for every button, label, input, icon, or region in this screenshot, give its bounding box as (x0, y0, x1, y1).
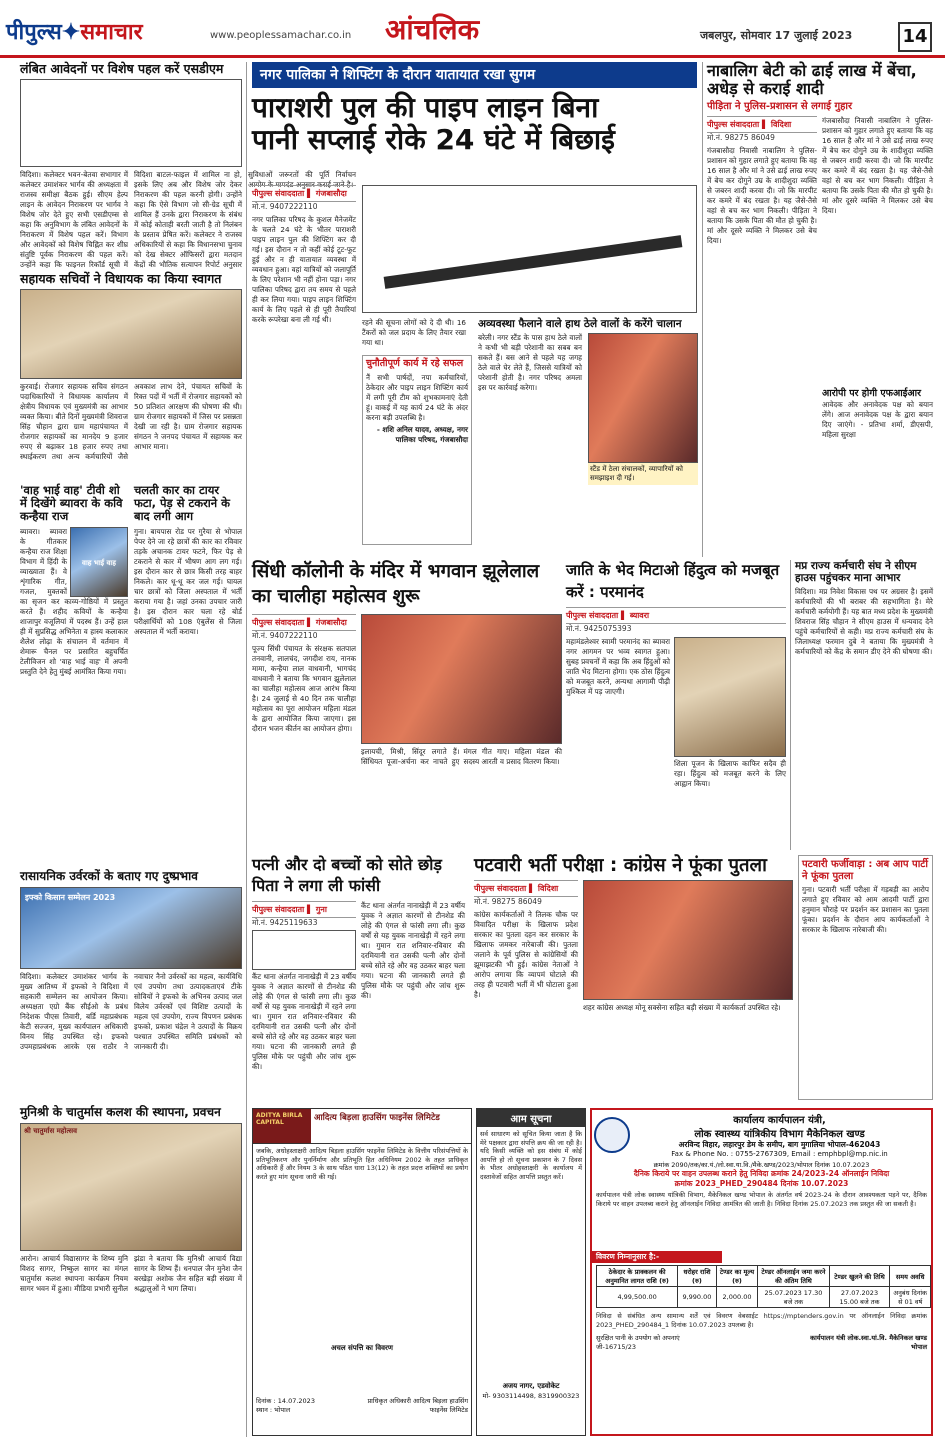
story-fertilizer (20, 870, 242, 1098)
story-mobile: मो.नं. 9425119633 (252, 917, 318, 927)
story-headline: सहायक सचिवों ने विधायक का किया स्वागत (20, 271, 222, 286)
story-byline: पीपुल्स संवाददाता ▌ विदिशा (474, 880, 578, 897)
story-body: कांग्रेस कार्यकर्ताओं ने तिलक चौक पर विवादित परीक्षा के खिलाफ प्रदेश सरकार का पुतला दहन कर सरकार के खिलाफ जमकर नारेबाजी की। पुतला जलाने के पूर्व पुलिस से कांग्रेसियों की झूमाझटकी भी हुई। कांग्रेस नेताओं ने आरोप लगाया कि व्यापमं घोटाले की तरह ही पटवारी भर्ती में भी घोटाला हुआ है। (474, 910, 578, 1000)
pipeline-photo (362, 185, 697, 313)
story-body: गंजबासौदा निवासी नाबालिग ने पुलिस-प्रशासन को गुहार लगाते हुए बताया कि वह 16 साल है और मां ने उसे ढाई लाख रुपए में बेच कर दोगुने उम्र के शादीशुदा व्यक्ति से जबरन शादी करवा दी। जो कि मारपीट कर कमरे में बंद रखता है। यह जैसे-तैसे वहां से बच कर भाग निकली। पीड़िता ने बताया कि उसके पिता की मौत हो चुकी है। मां और दूसरे व्यक्ति ने मिलकर उसे बेच दिया। (707, 146, 817, 246)
masthead (0, 0, 945, 58)
public-notice (476, 1108, 586, 1436)
notice-place: स्थान : भोपाल (256, 1406, 291, 1414)
religious-event-photo: श्री चातुर्मास महोत्सव (20, 1123, 242, 1251)
story-headline: पटवारी फर्जीवाड़ा : अब आप पार्टी ने फूंका पुतला (802, 859, 928, 882)
tender-column-header: टेण्डर खुलने की तिथि (829, 1266, 890, 1287)
tender-title: दैनिक किराये पर वाहन उपलब्ध कराने हेतु निविदा क्रमांक 24/2023-24 ऑनलाईन निविदा (633, 1169, 890, 1178)
story-byline: पीपुल्स संवाददाता ▌ गंजबासौदा (252, 614, 356, 631)
government-emblem (594, 1117, 630, 1153)
story-headline: पटवारी भर्ती परीक्षा : कांग्रेस ने फूंका पुतला (474, 855, 767, 876)
tender-table (596, 1265, 931, 1308)
story-headline: पत्नी और दो बच्चों को सोते छोड़ पिता ने लगा ली फांसी (252, 855, 442, 895)
story-aap-protest (798, 855, 933, 1100)
tender-cell: 9,990.00 (678, 1287, 716, 1308)
lead-byline: पीपुल्स संवाददाता ▌ गंजबासौदा (252, 185, 356, 202)
story-headline: रासायनिक उर्वरकों के बताए गए दुष्प्रभाव (20, 869, 198, 883)
saint-photo (674, 637, 786, 757)
story-body: आरोन। आचार्य विद्यासागर के शिष्य मुनि विशद सागर, निष्कुल सागर का मंगल चातुर्मास कलश स्थापना कार्यक्रम नियम सागर भवन में हुआ। मीडिया प्रभारी सुनील झंडा ने बताया कि मुनिश्री आचार्य विद्या सागर के शिष्य हैं। धनपाल जैन मुनेश जैन बरखेड़ा अशोक जैन सहित बड़ी संख्या में श्रद्धालुओं ने भाग लिया। (20, 1253, 242, 1293)
tender-column-header: ठेकेदार के प्राक्कलन की अनुमानित लागत राशि (रु) (597, 1266, 678, 1287)
advocate-phone: मो- 9303114498, 8319900323 (482, 1392, 580, 1400)
story-body-continued: कैंट थाना अंतर्गत नानाखेड़ी में 23 वर्षीय युवक ने अज्ञात कारणों से टीनशेड की लोहे की एंगल से फांसी लगा ली। कुछ वर्षों से यह युवक नानाखेड़ी में रहने लगा था। गुमान रात शनिवार-रविवार की दरमियानी रात उसकी पत्नी और दोनों बच्चे सोते रहे और वह उठकर बाहर चला गया। घटना की जानकारी लगते ही पुलिस मौके पर पहुंची और जांच शुरू की। (361, 900, 465, 1000)
advocate-name: अजय नागर, एडवोकेट (502, 1382, 560, 1390)
festival-photo (361, 614, 562, 744)
story-body: कैंट थाना अंतर्गत नानाखेड़ी में 23 वर्षीय युवक ने अज्ञात कारणों से टीनशेड की लोहे की एंगल से फांसी लगा ली। कुछ वर्षों से यह युवक नानाखेड़ी में रहने लगा था। गुमान रात शनिवार-रविवार की दरमियानी रात उसकी पत्नी और दोनों बच्चे सोते रहे और वह उठकर बाहर चला गया। घटना की जानकारी लगते ही पुलिस मौके पर पहुंची और जांच शुरू की। (252, 971, 356, 1071)
lead-headline: पाराशरी पुल की पाइप लाइन बिना पानी सप्लाई रोके 24 घंटे में बिछाई (252, 91, 615, 157)
story-poet (20, 484, 128, 864)
property-heading: अचल संपत्ति का विवरण (331, 1344, 393, 1352)
tender-cell: 2,000.00 (716, 1287, 758, 1308)
tender-table-row (597, 1287, 931, 1308)
story-headline: चलती कार का टायर फटा, पेड़ से टकराने के बाद लगी आग (134, 483, 231, 524)
lead-sidebar (362, 355, 472, 545)
tender-address: अरविन्द विहार, लहारपुर डेम के समीप, बाग मुगालिया भोपाल-462043 (678, 1140, 881, 1149)
tender-table-heading: विवरण निम्नानुसार है:- (592, 1251, 722, 1263)
story-body: विदिशा। मप्र निवेश विकास पथ पर अग्रसर है। इसमें कर्मचारियों की भी बराबर की सहभागिता है। मेरे कर्मचारी कर्मयोगी हैं। यह बात मध्य प्रदेश के मुख्यमंत्री शिवराज सिंह चौहान ने सीएम हाउस में धन्यवाद देने पहुंचे कर्मचारियों से कही। मप्र राज्य कर्मचारी संघ के जिलाध्यक्ष फरमान दुबे ने बताया कि मुख्यमंत्री ने कर्मचारियों को केंद्र के समान डीए देने की घोषणा की। (795, 587, 933, 657)
tender-cell: अनुबंध दिनांक से 01 वर्ष (890, 1287, 931, 1308)
column-divider (702, 62, 703, 557)
story-body: कुरवाई। रोजगार सहायक सचिव संगठन पदाधिकारियों ने विधायक कार्यालय में क्षेत्रीय विधायक एवं मुख्यमंत्री का आभार व्यक्त किया। बीते दिनों मुख्यमंत्री शिवराज सिंह चौहान द्वारा ग्राम महापंचायत में रोजगार सहायकों का मानदेय 9 हजार रुपए से बढ़ाकर 18 हजार रुपए तथा स्थाईकरण तथा अन्य कर्मचारियों जैसे अवकाश लाभ देने, पंचायत सचिवों के रिक्त पदों में भर्ती में रोजगार सहायकों को 50 प्रतिशत आरक्षण की घोषणा की थी। ग्राम रोजगार सहायकों में जिस पर प्रसन्नता देखी जा रही है। ग्राम रोजगार सहायक संगठन ने जनपद पंचायत में सहायक कर आभार माना। (20, 382, 242, 462)
story-body: पूज्य सिंधी पंचायत के संरक्षक सतपाल तनवानी, लालचंद, जगदीश राय, नानक मामा, कन्हैया लाल वाधवानी, भागचंद वाधवानी ने बताया कि भगवान झूलेलाल का चालीहा महोत्सव आज आरंभ किया है। 24 जुलाई से 40 दिन तक चालीहा महोत्सव का पूरा आयोजन महिला मंडल के द्वारा आयोजित किया जाएगा। इस दौरान भजन कीर्तन का आयोजन होगा। (252, 643, 356, 733)
conference-photo: इफ्को किसान सम्मेलन 2023 (20, 887, 242, 969)
story-headline: अव्यवस्था फैलाने वाले हाथ ठेले वालों के करेंगे चालान (478, 318, 682, 330)
tender-cell: 4,99,500.00 (597, 1287, 678, 1308)
poet-show-photo: वाह भाई वाह (70, 527, 128, 597)
victim-photo (252, 930, 356, 970)
photo-caption: इलायची, मिश्री, सिंदूर लगाते हैं। सिंधियत पूजा-अर्चना कर नाचते हुए मंगल गीत गाए। महिला मंडल की सदस्य आरती व प्रसाद वितरण किया। (361, 746, 562, 766)
tender-column-header: समय अवधि (890, 1266, 931, 1287)
story-minor-sold (707, 62, 933, 552)
tender-cell: 27.07.2023 15.00 बजे तक (829, 1287, 890, 1308)
story-body: गुना। पटवारी भर्ती परीक्षा में गड़बड़ी का आरोप लगाते हुए रविवार को आम आदमी पार्टी द्वारा हनुमान चौराहे पर प्रदर्शन कर प्रशासन का पुतला फूंका। प्रदर्शन के दौरान आप कार्यकर्ताओं ने सरकार के खिलाफ नारेबाजी की। (802, 885, 929, 934)
story-headline: जाति के भेद मिटाओ हिंदुत्व को मजबूत करें : परमानंद (566, 561, 780, 601)
tender-department: लोक स्वास्थ्य यांत्रिकीय विभाग मैकेनिकल खण्ड (694, 1129, 865, 1140)
story-headline: मुनिश्री के चातुर्मास कलश की स्थापना, प्रवचन (20, 1105, 221, 1119)
photo-caption: शिला पूजन के खिलाफ काफिर सदैव ही रहा। हिंदुत्व को मजबूत करने के लिए आह्वान किया। (674, 758, 786, 788)
story-body: नगर पालिका परिषद के कुशल मैनेजमेंट के चलते 24 घंटे के भीतर पाराशरी पाइप लाइन पुल की शिफ्टिंग कर दी गई। इस दौरान न तो कहीं कोई टूट-फूट हुई और न ही यातायात व्यवस्था में व्यवधान हुआ। वहां यात्रियों को जलापूर्ति के लिए परेशान भी नहीं होना पड़ा। नगर पालिका परिषद द्वारा तय समय से पहले ही कर लिया गया। पाइप लाइन शिफ्टिंग कार्य के लिए पहले से ही पूरी तैयारियां करके रूपरेखा बना ली गई थी। (252, 215, 356, 324)
story-car-fire (134, 484, 242, 864)
photo-caption: शहर कांग्रेस अध्यक्ष मोनू सक्सेना सहित बड़ी संख्या में कार्यकर्ता उपस्थित रहे। (583, 1003, 781, 1013)
tender-contact: Fax & Phone No. : 0755-2767309, Email : emphbpl@mp.nic.in (671, 1150, 888, 1158)
notice-body: जबकि, अधोहस्ताक्षरी आदित्य बिड़ला हाउसिंग फाइनेंस लिमिटेड के वित्तीय परिसंपत्तियों के प्रतिभूतिकरण और पुनर्निर्माण और प्रतिभूति हित अधिनियम 2002 के तहत प्राधिकृत अधिकारी हैं और नियम 3 के साथ पठित धारा 13(12) के तहत प्रदत्त शक्तियों का प्रयोग करते हुए मांग सूचना जारी की गई। (256, 1147, 468, 1181)
public-notice-title: आम सूचना (477, 1109, 585, 1127)
newspaper-logo: पीपुल्स✦समाचार (6, 19, 143, 45)
story-headline: नाबालिग बेटी को ढाई लाख में बेंचा, अधेड़ से कराई शादी (707, 61, 917, 99)
page-number: 14 (898, 22, 932, 52)
notice-signer: प्राधिकृत अधिकारी आदित्य बिड़ला हाउसिंग फाइनेंस लिमिटेड (367, 1397, 468, 1414)
story-byline: पीपुल्स संवाददाता ▌ विदिशा (707, 116, 817, 133)
lead-kicker: नगर पालिका ने शिफ्टिंग के दौरान यातायात रखा सुगम (252, 62, 697, 88)
tender-column-header: धरोहर राशि (रु) (678, 1266, 716, 1287)
tender-code: जी-16715/23 (596, 1343, 636, 1351)
story-suicide (252, 855, 467, 1100)
notice-date: दिनांक : 14.07.2023 (256, 1397, 315, 1405)
story-body: गुना। बायपास रोड पर गुरैया से भोपाल पेपर देने जा रहे छात्रों की कार का रविवार तड़के अचानक टायर फटने, फिर पेड़ से टकराने से कार में भीषण आग लग गई। इस दौरान कार से छात्र किसी तरह बाहर निकले। कार धू-धू कर जल गई। घायल चार छात्रों को जिला अस्पताल में भर्ती कराया गया है। जहां उनका उपचार जारी है। इस दौरान कार चला रहे बोर्ड परीक्षार्थियों को 108 एंबुलेंस से जिला अस्पताल में भर्ती कराया। (134, 526, 242, 636)
story-chaturmas (20, 1106, 242, 1436)
aditya-birla-logo: ADITYA BIRLA CAPITAL (253, 1109, 311, 1143)
story-body-continued: गंजबासौदा निवासी नाबालिग ने पुलिस-प्रशासन को गुहार लगाते हुए बताया कि वह 16 साल है और मां ने उसे ढाई लाख रुपए में बेच कर दोगुने उम्र के शादीशुदा व्यक्ति से जबरन शादी करवा दी। जो कि मारपीट कर कमरे में बंद रखता है। यह जैसे-तैसे वहां से बच कर भाग निकली। पीड़िता ने बताया कि उसके पिता की मौत हो चुकी है। मां और दूसरे व्यक्ति ने मिलकर उसे बेच दिया। (822, 116, 933, 216)
company-name: आदित्य बिड़ला हाउसिंग फाइनेंस लिमिटेड (314, 1113, 440, 1123)
photo-caption: स्टैंड में ठेला संचालकों, व्यापारियों को समझाइश दी गई। (588, 463, 698, 485)
story-parmanand (566, 560, 786, 848)
tender-column-header: टेण्डर ऑनलाईन जमा करने की अंतिम तिथि (758, 1266, 829, 1287)
tender-column-header: टेण्डर का मूल्य (रु) (716, 1266, 758, 1287)
story-mobile: मो.नं. 9425075393 (566, 623, 632, 633)
story-headline: मप्र राज्य कर्मचारी संघ ने सीएम हाउस पहुंचकर माना आभार (795, 560, 917, 585)
story-patwari (474, 855, 794, 1100)
tender-signer: कार्यपालन यंत्री लोक.स्वा.यां.वि. मैकेनिकल खण्ड भोपाल (810, 1334, 927, 1351)
story-body: विदिशा। कलेक्टर भवन-बेतवा सभागार में कलेक्टर उमाशंकर भार्गव की अध्यक्षता में राजस्व समीक्षा बैठक हुई। सीएम हेल्प लाइन के आवेदन निराकरण पर भार्गव ने विशेष जोर देते हुए सभी एसडीएम्स से कहा कि अनुविभाग के लंबित आवेदनों के निराकरण में विशेष पहल करें। विभाग और आवेदकों को विशेष चिह्नित कर शीघ्र संतुष्टि पूर्वक निराकरण की पहल करें। उन्होंने कहा कि फाइनल रिकॉर्ड सूची में विदिशा बाटल-फाइल में शामिल ना हो, इसके लिए अब और विशेष जोर देकर निराकरण की पहल करनी होगी। उन्होंने कहा कि ऐसे विभाग जो सी-ग्रेड सूची में शामिल हैं उनके द्वारा निराकरण के संबंध में कोई कोताही बरती जाती है तो निलंबन के प्रस्ताव प्रेषित करें। कलेक्टर ने राजस्व अधिकारियों से कहा कि विधानसभा चुनाव को देख सेक्टर ऑफिसरों द्वारा मतदान केंद्रों की भौतिक सत्यापन रिपोर्ट अनुसार सुविधाओं जरूरतों की पूर्ति निर्वाचन आयोग के मापदंड अनुसार कराई जाने है। (20, 170, 356, 270)
handcart-photo (588, 333, 698, 463)
story-body-fir: आवेदक और अनावेदक पक्ष को बयान लेंगे। आज अनावेदक पक्ष के द्वारा बयान दिए जाएंगे। - प्रतिभा शर्मा, डीएसपी, महिला सुरक्षा (822, 400, 933, 440)
story-handcarts (478, 318, 698, 546)
pipe-shape (384, 235, 683, 289)
tender-reference: क्रमांक 2090/तक/का.यं./लो.स्वा.या.वि./मैके.खण्ड/2023/भोपाल दिनांक 10.07.2023 (653, 1161, 870, 1169)
tender-cell: 25.07.2023 17.30 बजे तक (758, 1287, 829, 1308)
story-subheadline: पीड़िता ने पुलिस-प्रशासन से लगाई गुहार (707, 100, 853, 112)
tender-slogan: सुरक्षित पानी के उपयोग को अपनाएं (596, 1334, 680, 1342)
dateline: जबलपुर, सोमवार 17 जुलाई 2023 (700, 29, 853, 42)
phed-tender-notice (590, 1108, 933, 1436)
sidebar-signature: - शशि अनिल यादव, अध्यक्ष, नगर पालिका परिषद, गंजबासौदा (376, 424, 468, 444)
lead-story-text (252, 185, 356, 545)
lead-mobile: मो.नं. 9407222110 (252, 202, 318, 211)
story-body: ब्यावरा। ब्यावरा के गीतकार कन्हैया राज शिक्षा विभाग में हिंदी के व्याख्याता हैं। वे शृंगारिक गीत, गजल, मुक्तकों का सृजन कर काव्य-गोष्ठियों में प्रस्तुत करते हैं। शहीद कवियों के कन्हैया शाजापुर वजूलियां में पदस्थ हैं। उन्हें हाल ही में सुप्रसिद्ध अभिनेता व हास्य कलाकार शैलेश लोढ़ा के संचालन में वर्तमान में शेमारू चैनल पर प्रसारित बहुचर्चित टेलीविजन शो 'वाह भाई वाह' में अपनी प्रस्तुति देने हेतु मुंबई आमंत्रित किया गया। (20, 526, 128, 676)
lead-continuation: रहने की सूचना लोगों को दे दी थी। 16 टैंकरों को जल प्रदाय के लिए तैयार रखा गया था। (362, 318, 466, 347)
tender-table-header (597, 1266, 931, 1287)
story-mobile: मो.नं. 98275 86049 (474, 897, 542, 907)
website-url: www.peoplessamachar.co.in (210, 30, 352, 41)
story-headline: लंबित आवेदनों पर विशेष पहल करें एसडीएम (20, 61, 224, 76)
story-mobile: मो.नं. 9407222110 (252, 630, 318, 640)
column-divider (790, 560, 791, 850)
tender-body: कार्यपालन यंत्री लोक स्वास्थ्य यांत्रिकी विभाग, मैकेनिकल खण्ड भोपाल के अंतर्गत वर्ष 2023-24 के दौरान आवश्यकता पड़ने पर, दैनिक किराये पर वाहन उपलब्ध कराने हेतु ऑनलाईन निविदा आमंत्रित की जाती है। निविदा दिनांक 25.07.2023 तक प्रस्तुत की जा सकती है। (596, 1191, 927, 1208)
story-headline: सिंधी कॉलोनी के मंदिर में भगवान झूलेलाल का चालीहा महोत्सव शुरू (252, 561, 540, 607)
story-employee-union (795, 560, 933, 850)
meeting-photo (20, 79, 242, 167)
story-mobile: मो.नं. 98275 86049 (707, 133, 775, 143)
story-jhulelal (252, 560, 562, 848)
section-title: आंचलिक (385, 13, 480, 46)
story-body: महामंडलेश्वर स्वामी परमानंद का ब्यावरा नगर आगमन पर भव्य स्वागत हुआ। सुबह प्रवचनों में कहा कि अब हिंदुओं को जाति भेद मिटाना होगा। एक ठोस हिंदुत्व को मजबूत करने, अन्यथा आगामी पीढ़ी मुश्किल में पड़ जाएगी। (566, 636, 670, 696)
story-assistant-secretaries (20, 272, 242, 477)
felicitation-photo (20, 289, 242, 379)
column-divider (246, 62, 247, 1437)
tender-number: क्रमांक 2023_PHED_290484 दिनांक 10.07.2023 (674, 1179, 849, 1188)
sidebar-body: नैं सभी पार्षदों, नपा कर्मचारियों, ठेकेदार और पाइप लाइन शिफ्टिंग कार्य में लगी पूरी टीम को शुभकामनाएं देती हूं। वाकई में यह कार्य 24 घंटे के अंदर करना बड़ी उपलब्धि है। (366, 372, 468, 422)
tender-office: कार्यालय कार्यपालन यंत्री, (733, 1115, 826, 1126)
sidebar-headline: चुनौतीपूर्ण कार्य में रहे सफल (366, 358, 464, 369)
story-body: बरेली। नगर स्टैंड के पास हाथ ठेले वालों ने कभी भी बड़ी परेशानी का सबब बन सकते हैं। बस आने से पहले यह जगह ठेले वाले घेर लेते हैं, जिससे यात्रियों को परेशानी होती है। नगर परिषद अमला इस पर कार्रवाई करेगा। (478, 333, 582, 393)
public-notice-body: सर्व साधारण को सूचित किया जाता है कि मेरे पक्षकार द्वारा संपत्ति क्रय की जा रही है। यदि किसी व्यक्ति को इस संबंध में कोई आपत्ति हो तो सूचना प्रकाशन के 7 दिवस के भीतर अधोहस्ताक्षरी के कार्यालय में दस्तावेजों सहित आपत्ति प्रस्तुत करें। (480, 1130, 582, 1181)
story-subhead-fir: आरोपी पर होगी एफआईआर (822, 388, 921, 400)
tender-footer: निविदा से संबंधित अन्य सामान्य शर्तें एवं विवरण वेबसाईट https://mptenders.gov.in पर ऑनलाईन निविदा क्रमांक 2023_PHED_290484_1 दिनांक 10.07.2023 उपलब्ध है। (596, 1312, 927, 1329)
effigy-burning-photo (583, 880, 793, 1000)
story-byline: पीपुल्स संवाददाता ▌ गुना (252, 901, 356, 918)
story-headline: 'वाह भाई वाह' टीवी शो में दिखेंगे ब्यावरा के कवि कन्हैया राज (20, 483, 123, 524)
story-body: विदिशा। कलेक्टर उमाशंकर भार्गव के मुख्य आतिथ्य में इफको ने विदिशा में सहकारी सम्मेलन का आयोजन किया। अध्यक्षता एग्रो बैंक सीईओ के प्रबंध निदेशक पीएस तिवारी, बर्डि महाप्रबंधक केटी सज्जन, मुख्य कार्यपालन अधिकारी विनय सिंह उपस्थित रहे। इफको उपमहाप्रबंधक आरके एस राठौर ने नवाचार नैनो उर्वरकों का महत्व, कार्यविधि एवं उपयोग तथा उत्पादकताएवं टीके सोवियों ने इफको के अभिनव उत्पाद जल विलेय उर्वरकों एवं विशिष्ट उत्पादों के महत्व एवं उपयोग, राज्य विपणन प्रबंधक इफको, प्रकाश चंद्रेल ने उत्पादों के विक्रय पश्चात उपस्थित समिति प्रबंधकों को जानकारी दी। (20, 971, 242, 1051)
story-byline: पीपुल्स संवाददाता ▌ ब्यावरा (566, 607, 786, 624)
aditya-birla-notice (252, 1108, 472, 1436)
